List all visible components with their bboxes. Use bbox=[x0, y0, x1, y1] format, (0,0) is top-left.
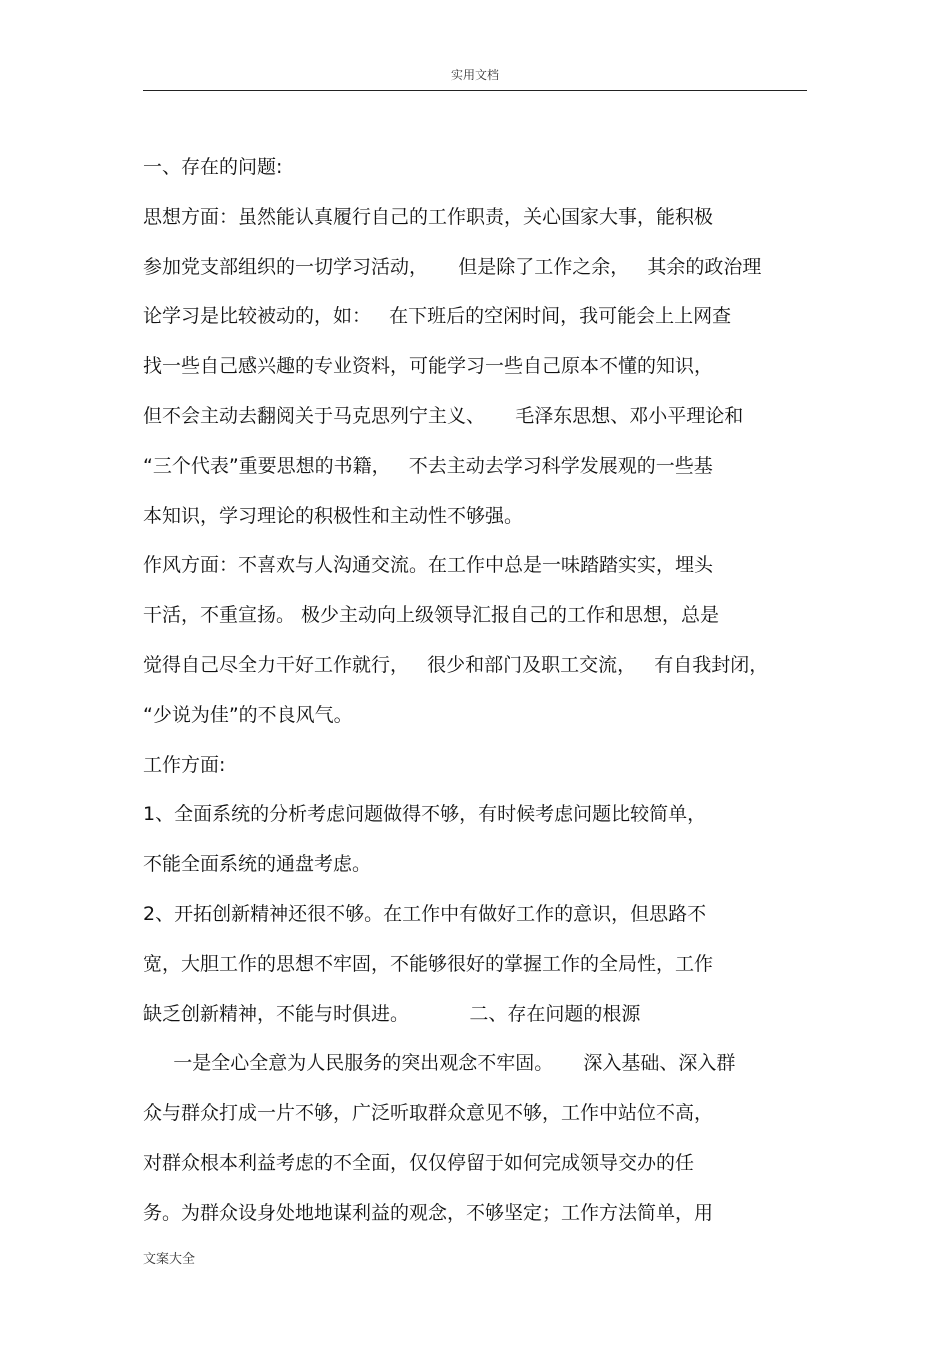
text-line: 论学习是比较被动的，如： 在下班后的空闲时间，我可能会上上网查 bbox=[143, 305, 732, 328]
page-header-title: 实用文档 bbox=[450, 68, 499, 82]
text-line: 对群众根本利益考虑的不全面，仅仅停留于如何完成领导交办的任 bbox=[143, 1151, 695, 1174]
text-line: 一是全心全意为人民服务的突出观念不牢固。 深入基础、深入群 bbox=[143, 1052, 736, 1075]
page-footer-text: 文案大全 bbox=[143, 1252, 196, 1267]
text-line: 众与群众打成一片不够，广泛听取群众意见不够，工作中站位不高， bbox=[143, 1102, 714, 1125]
text-line: 宽，大胆工作的思想不牢固，不能够很好的掌握工作的全局性，工作 bbox=[143, 952, 714, 975]
text-line: 作风方面：不喜欢与人沟通交流。在工作中总是一味踏踏实实，埋头 bbox=[143, 554, 714, 577]
text-line: 务。为群众设身处地地谋利益的观念，不够坚定；工作方法简单，用 bbox=[143, 1201, 714, 1224]
text-line: 缺乏创新精神，不能与时俱进。 二、存在问题的根源 bbox=[143, 1002, 641, 1025]
text-line: 不能全面系统的通盘考虑。 bbox=[143, 853, 372, 876]
text-line: “三个代表”重要思想的书籍， 不去主动去学习科学发展观的一些基 bbox=[143, 454, 713, 477]
header-divider bbox=[143, 90, 807, 91]
text-line: 一、存在的问题: bbox=[143, 156, 283, 178]
text-line: 本知识，学习理论的积极性和主动性不够强。 bbox=[143, 504, 524, 527]
document-body bbox=[143, 143, 823, 1239]
text-line: 思想方面：虽然能认真履行自己的工作职责，关心国家大事，能积极 bbox=[143, 205, 714, 228]
text-line: “少说为佳”的不良风气。 bbox=[143, 703, 353, 726]
text-line: 干活，不重宣扬。 极少主动向上级领导汇报自己的工作和思想，总是 bbox=[143, 604, 720, 627]
text-line: 参加党支部组织的一切学习活动， 但是除了工作之余， 其余的政治理 bbox=[143, 255, 762, 278]
text-line: 觉得自己尽全力干好工作就行， 很少和部门及职工交流， 有自我封闭， bbox=[143, 653, 769, 676]
text-line: 但不会主动去翻阅关于马克思列宁主义、 毛泽东思想、邓小平理论和 bbox=[143, 404, 744, 427]
text-line: 1、全面系统的分析考虑问题做得不够，有时候考虑问题比较简单， bbox=[143, 803, 707, 826]
text-line: 2、开拓创新精神还很不够。在工作中有做好工作的意识，但思路不 bbox=[143, 902, 707, 925]
text-line: 工作方面: bbox=[143, 753, 226, 776]
text-line: 找一些自己感兴趣的专业资料，可能学习一些自己原本不懂的知识， bbox=[143, 355, 714, 378]
